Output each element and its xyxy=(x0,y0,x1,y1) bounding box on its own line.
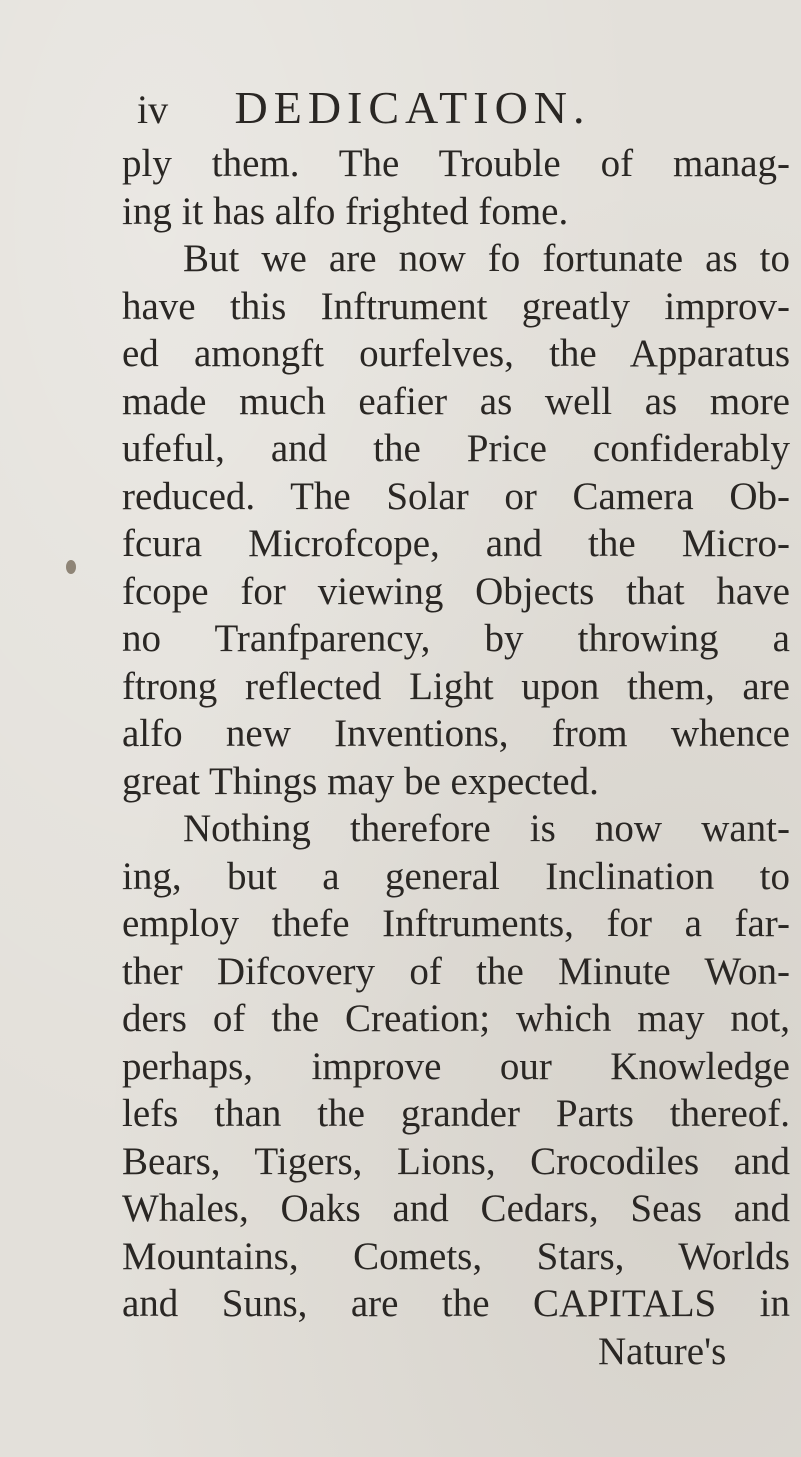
body-line-7: ufeful, and the Price confiderably xyxy=(122,427,790,470)
body-line-13: alfo new Inventions, from whence xyxy=(122,712,790,755)
body-line-2: ing it has alfo frighted fome. xyxy=(122,189,569,233)
body-line-21: lefs than the grander Parts thereof. xyxy=(122,1092,790,1135)
body-line-19: ders of the Creation; which may not, xyxy=(122,997,790,1040)
body-line-15: Nothing therefore is now want- xyxy=(183,807,790,850)
body-line-3: But we are now fo fortunate as to xyxy=(183,237,790,280)
body-line-4: have this Inftrument greatly improv- xyxy=(122,284,790,328)
body-line-5: ed amongft ourfelves, the Apparatus xyxy=(122,332,790,375)
body-line-18: ther Difcovery of the Minute Won- xyxy=(122,949,790,993)
page-number: iv xyxy=(137,87,169,132)
body-line-16: ing, but a general Inclination to xyxy=(122,854,790,898)
body-line-6: made much eafier as well as more xyxy=(122,379,790,423)
body-line-20: perhaps, improve our Knowledge xyxy=(122,1044,790,1088)
body-line-10: fcope for viewing Objects that have xyxy=(122,569,790,613)
body-line-25: and Suns, are the CAPITALS in xyxy=(122,1282,790,1325)
body-line-14: great Things may be expected. xyxy=(122,759,599,803)
catchword: Nature's xyxy=(598,1329,727,1373)
body-line-24: Mountains, Comets, Stars, Worlds xyxy=(122,1234,790,1278)
body-line-9: fcura Microfcope, and the Micro- xyxy=(122,522,790,565)
running-title: DEDICATION. xyxy=(234,82,591,133)
margin-ink-mark xyxy=(66,560,76,574)
body-line-17: employ thefe Inftruments, for a far- xyxy=(122,902,790,945)
body-line-12: ftrong reflected Light upon them, are xyxy=(122,664,790,708)
body-line-8: reduced. The Solar or Camera Ob- xyxy=(122,474,790,518)
body-line-22: Bears, Tigers, Lions, Crocodiles and xyxy=(122,1139,790,1183)
body-line-23: Whales, Oaks and Cedars, Seas and xyxy=(122,1187,790,1230)
body-line-1: ply them. The Trouble of manag- xyxy=(122,142,790,185)
body-line-11: no Tranfparency, by throwing a xyxy=(122,617,790,660)
running-head xyxy=(137,78,737,138)
